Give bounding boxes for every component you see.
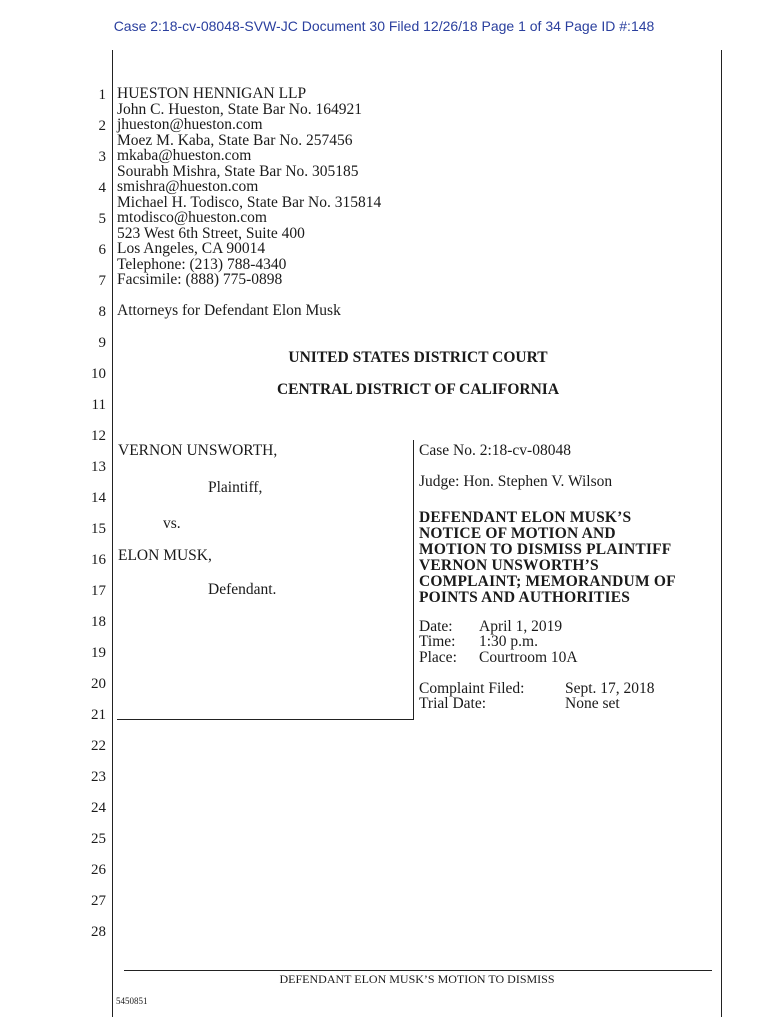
case-number: Case No. 2:18-cv-08048	[419, 442, 571, 459]
motion-title-line: VERNON UNSWORTH’S	[419, 557, 599, 574]
defendant-name: ELON MUSK,	[118, 547, 212, 564]
line-number: 16	[91, 552, 106, 568]
line-number: 25	[91, 831, 106, 847]
line-number: 22	[91, 738, 106, 754]
plaintiff-name: VERNON UNSWORTH,	[118, 442, 278, 459]
caption-divider	[413, 440, 414, 720]
line-number: 3	[98, 149, 106, 165]
line-number: 6	[98, 242, 106, 258]
line-number: 12	[91, 428, 106, 444]
line-number: 27	[91, 893, 106, 909]
hearing-place-label: Place:	[419, 649, 457, 666]
line-number: 28	[91, 924, 106, 940]
line-number: 18	[91, 614, 106, 630]
line-number: 1	[98, 87, 106, 103]
attorneys-for: Attorneys for Defendant Elon Musk	[117, 302, 341, 319]
motion-title-line: COMPLAINT; MEMORANDUM OF	[419, 573, 676, 590]
judge: Judge: Hon. Stephen V. Wilson	[419, 473, 613, 490]
trial-date: None set	[565, 695, 620, 712]
hearing-date-label: Date:	[419, 618, 453, 635]
hearing-time-label: Time:	[419, 633, 456, 650]
left-margin-line	[112, 50, 113, 1017]
counsel-line: mtodisco@hueston.com	[117, 209, 267, 226]
line-number: 13	[91, 459, 106, 475]
hearing-time: 1:30 p.m.	[479, 633, 538, 650]
court-district: CENTRAL DISTRICT OF CALIFORNIA	[276, 381, 560, 398]
motion-title-line: POINTS AND AUTHORITIES	[419, 589, 631, 606]
counsel-line: mkaba@hueston.com	[117, 147, 252, 164]
line-number: 7	[98, 273, 106, 289]
right-margin-line	[721, 50, 722, 1017]
counsel-line: Telephone: (213) 788-4340	[117, 256, 287, 273]
line-number: 14	[91, 490, 106, 506]
case-header: Case 2:18-cv-08048-SVW-JC Document 30 Filed 12/26/18 Page 1 of 34 Page ID #:148	[113, 18, 655, 34]
line-number: 4	[98, 180, 106, 196]
counsel-line: Moez M. Kaba, State Bar No. 257456	[117, 132, 353, 149]
line-number: 24	[91, 800, 106, 816]
counsel-line: Michael H. Todisco, State Bar No. 315814	[117, 194, 382, 211]
trial-date-label: Trial Date:	[419, 695, 487, 712]
counsel-line: HUESTON HENNIGAN LLP	[117, 85, 307, 102]
footer-title: DEFENDANT ELON MUSK’S MOTION TO DISMISS	[279, 972, 555, 986]
line-number: 2	[98, 118, 106, 134]
counsel-line: smishra@hueston.com	[117, 178, 259, 195]
line-number: 8	[98, 304, 106, 320]
court-name: UNITED STATES DISTRICT COURT	[288, 349, 548, 366]
versus: vs.	[163, 515, 181, 532]
line-number: 15	[91, 521, 106, 537]
counsel-line: jhueston@hueston.com	[117, 116, 263, 133]
line-number: 21	[91, 707, 106, 723]
caption-bottom-line	[117, 719, 414, 720]
hearing-date: April 1, 2019	[479, 618, 563, 635]
plaintiff-role: Plaintiff,	[208, 479, 263, 496]
motion-title-line: DEFENDANT ELON MUSK’S	[419, 509, 632, 526]
line-number: 20	[91, 676, 106, 692]
line-number: 23	[91, 769, 106, 785]
footer-rule	[124, 970, 712, 971]
motion-title	[419, 510, 676, 606]
counsel-line: John C. Hueston, State Bar No. 164921	[117, 101, 362, 118]
counsel-line: Sourabh Mishra, State Bar No. 305185	[117, 163, 359, 180]
line-number: 10	[91, 366, 106, 382]
line-number: 5	[98, 211, 106, 227]
line-number: 19	[91, 645, 106, 661]
counsel-line: Facsimile: (888) 775-0898	[117, 271, 283, 288]
hearing-place: Courtroom 10A	[479, 649, 578, 666]
line-number: 9	[98, 335, 106, 351]
document-id: 5450851	[116, 996, 148, 1006]
line-number: 17	[91, 583, 106, 599]
line-number: 11	[91, 397, 106, 413]
defendant-role: Defendant.	[208, 581, 277, 598]
line-number: 26	[91, 862, 106, 878]
counsel-line: 523 West 6th Street, Suite 400	[117, 225, 305, 242]
complaint-filed-date: Sept. 17, 2018	[565, 680, 655, 697]
complaint-filed-label: Complaint Filed:	[419, 680, 525, 697]
motion-title-line: MOTION TO DISMISS PLAINTIFF	[419, 541, 672, 558]
motion-title-line: NOTICE OF MOTION AND	[419, 525, 616, 542]
counsel-line: Los Angeles, CA 90014	[117, 240, 266, 257]
